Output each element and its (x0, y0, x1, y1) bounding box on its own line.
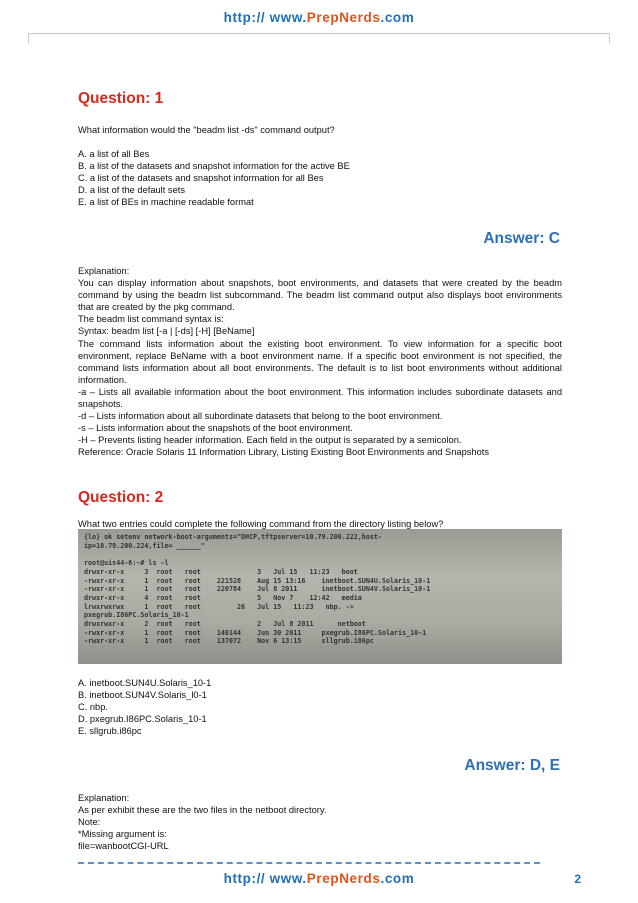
footer-url-suffix: .com (380, 871, 415, 886)
q2-exhibit-photo (78, 529, 562, 664)
page-number: 2 (574, 872, 581, 886)
q2-option-a: A. inetboot.SUN4U.Solaris_10-1 (78, 678, 212, 688)
exhibit-line: -rwxr-xr-x 1 root root 137072 Nov 6 13:15 sllgrub.i86pc (84, 637, 374, 646)
header-url-brand: PrepNerds (306, 10, 381, 25)
q1-explanation-flag-d: -d – Lists information about all subordinate datasets that belong to the boot environment. (78, 411, 443, 422)
q1-explanation-details: The command lists information about the existing boot environment. To view information for a specific boot environment, replace BeName with a boot environment name. If a specific boot environment is not specified, the command lists information about all boot environments. The default is to list boot environments without additional information. (78, 338, 562, 385)
header-corner-left (28, 33, 29, 43)
exhibit-line: drwxrwxr-x 2 root root 2 Jul 8 2011 netboot (84, 620, 366, 629)
exhibit-line: -rwxr-xr-x 1 root root 140144 Jun 30 2011 pxegrub.I86PC.Solaris_10-1 (84, 628, 427, 637)
footer-url[interactable] (0, 871, 638, 886)
q1-prompt (78, 124, 562, 136)
footer-url-prefix: http:// www. (223, 871, 307, 886)
q2-answer: Answer: D, E (464, 757, 560, 774)
q2-exhibit-listing (78, 529, 562, 650)
q1-option-e: E. a list of BEs in machine readable format (78, 197, 254, 208)
header-corner-right (609, 33, 610, 43)
q1-explanation-flag-s: -s – Lists information about the snapshots of the boot environment. (78, 423, 353, 434)
q1-option-a: A. a list of all Bes (78, 149, 150, 159)
q1-explanation (78, 265, 562, 459)
exhibit-line: -rwxr-xr-x 1 root root 220784 Jul 8 2011 inetboot.SUN4V.Solaris_10-1 (84, 585, 431, 594)
q2-title: Question: 2 (78, 489, 164, 506)
q2-prompt-text: What two entries could complete the following command from the directory listing below? (78, 519, 444, 529)
q1-explanation-heading: Explanation: (78, 266, 130, 276)
header-url-suffix: .com (380, 10, 415, 25)
q2-option-e: E. sllgrub.i86pc (78, 726, 142, 737)
exhibit-line: drwxr-xr-x 3 root root 3 Jul 15 11:23 boot (84, 567, 358, 576)
q2-option-d: D. pxegrub.I86PC.Solaris_10-1 (78, 714, 207, 725)
q2-explanation (78, 792, 562, 852)
q2-explanation-file: file=wanbootCGI-URL (78, 841, 169, 852)
q1-explanation-para: You can display information about snapshots, boot environments, and datasets that were created by the beadm command by using the beadm list subcommand. The beadm list command output also displays boot environments that are created by the pkg command. (78, 278, 562, 313)
exhibit-line: {lo} ok setenv network-boot-arguments="DHCP,tftpserver=10.79.200.222,host- (84, 533, 382, 541)
q2-option-c: C. nbp. (78, 702, 108, 713)
q1-option-b: B. a list of the datasets and snapshot information for the active BE (78, 161, 350, 172)
exhibit-line: drwxr-xr-x 4 root root 5 Nov 7 12:42 media (84, 593, 362, 602)
q1-prompt-text: What information would the "beadm list -ds" command output? (78, 125, 335, 135)
exhibit-line: pxegrub.I86PC.Solaris_10-1 (84, 611, 189, 620)
q1-title: Question: 1 (78, 90, 164, 107)
q2-option-b: B. inetboot.SUN4V.Solaris_l0-1 (78, 690, 207, 701)
q1-explanation-flag-h: -H – Prevents listing header information. Each field in the output is separated by a semicolon. (78, 435, 462, 446)
q1-explanation-syntax-intro: The beadm list command syntax is: (78, 314, 224, 325)
q1-explanation-reference: Reference: Oracle Solaris 11 Information Library, Listing Existing Boot Environments and Snapshots (78, 447, 489, 458)
exhibit-line: root@uis44-6:~# ls -l (84, 559, 169, 568)
q1-options (78, 148, 562, 208)
header-url-prefix: http:// www. (223, 10, 307, 25)
footer-divider (78, 862, 540, 864)
q2-explanation-missing: *Missing argument is: (78, 829, 167, 840)
header-divider (28, 33, 610, 34)
q2-options (78, 677, 562, 737)
header-url[interactable] (0, 10, 638, 25)
exhibit-line: -rwxr-xr-x 1 root root 221528 Aug 15 13:16 inetboot.SUN4U.Solaris_10-1 (84, 576, 431, 585)
footer-url-brand: PrepNerds (306, 871, 381, 886)
q1-explanation-flag-a: -a – Lists all available information about the boot environment. This information includes subordinate datasets and snapshots. (78, 386, 562, 410)
q2-explanation-note: Note: (78, 817, 101, 828)
q1-option-c: C. a list of the datasets and snapshot information for all Bes (78, 173, 324, 184)
q2-explanation-para: As per exhibit these are the two files in the netboot directory. (78, 805, 327, 816)
exhibit-line: lrwxrwxrwx 1 root root 26 Jul 15 11:23 nbp. -> (84, 602, 354, 611)
exhibit-line: ip=10.79.200.224,file= ______" (84, 541, 205, 550)
q2-explanation-heading: Explanation: (78, 793, 130, 803)
q1-option-d: D. a list of the default sets (78, 185, 185, 196)
q1-answer: Answer: C (483, 230, 560, 247)
q1-explanation-syntax: Syntax: beadm list [-a | [-ds] [-H] [BeName] (78, 326, 255, 337)
